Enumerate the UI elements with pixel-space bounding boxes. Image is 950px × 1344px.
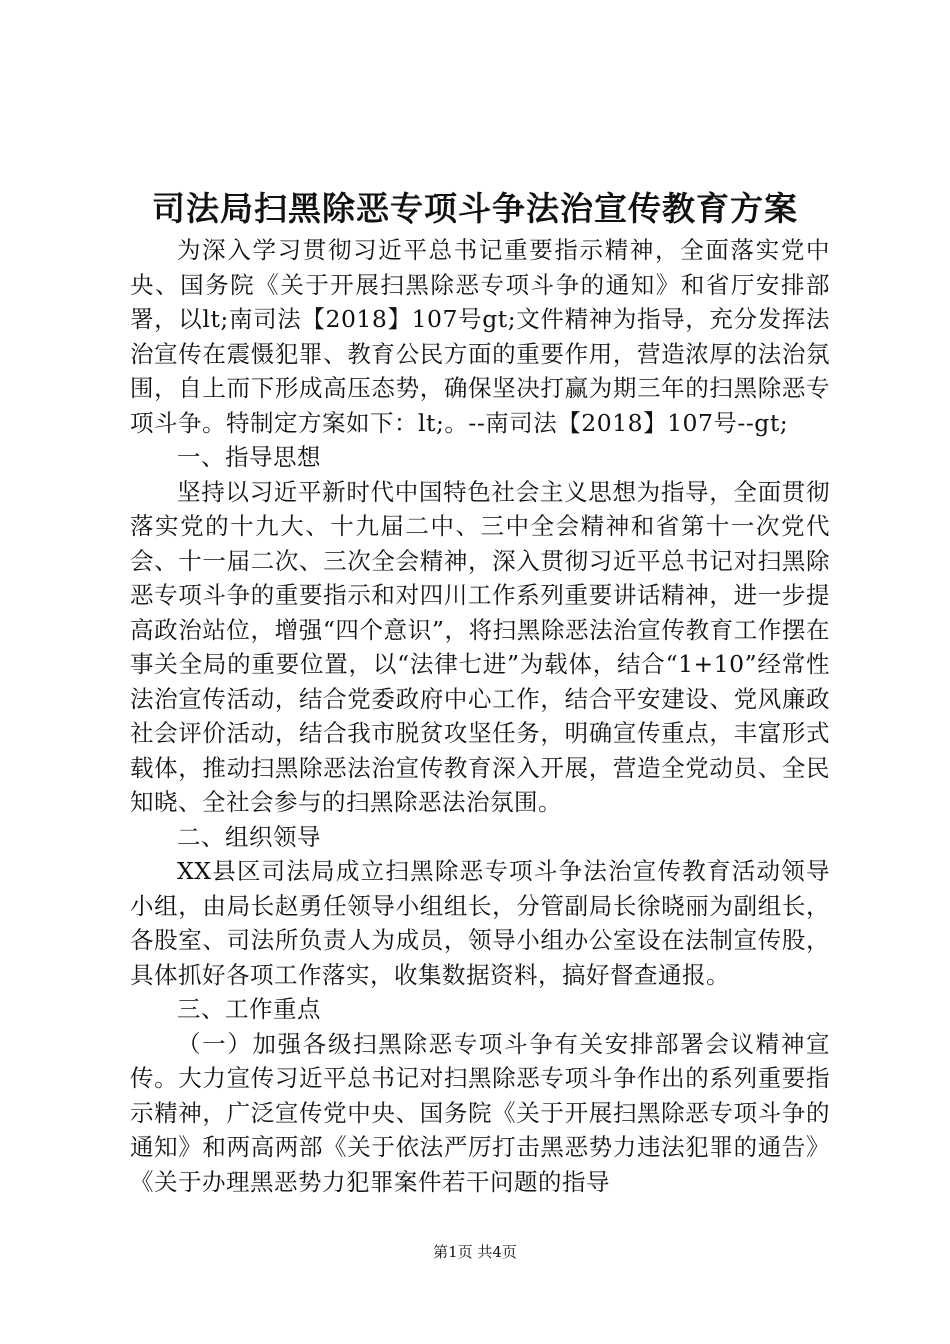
- section-heading-work-focus: 三、工作重点: [177, 995, 321, 1023]
- document-title: 司法局扫黑除恶专项斗争法治宣传教育方案: [152, 189, 798, 228]
- page-number-footer: 第1页 共4页: [433, 1243, 517, 1261]
- section-heading-organization: 二、组织领导: [177, 822, 321, 851]
- section-heading-guiding-ideology: 一、指导思想: [177, 443, 321, 471]
- guiding-ideology-paragraph: 坚持以习近平新时代中国特色社会主义思想为指导，全面贯彻落实党的十九大、十九届二中、三中全会精神和省第十一次党代会、十一届二次、三次全会精神，深入贯彻习近平总书记对扫黑除恶专项斗争的重要指示和对四川工作系列重要讲话精神，进一步提高政治站位，增强“四个意识”，将扫黑除恶法治宣传教育工作摆在事关全局的重要位置，以“法律七进”为载体，结合“1+10”经常性法治宣传活动，结合党委政府中心工作，结合平安建设、党风廉政社会评价活动，结合我市脱贫攻坚任务，明确宣传重点，丰富形式载体，推动扫黑除恶法治宣传教育深入开展，营造全党动员、全民知晓、全社会参与的扫黑除恶法治氛围。: [130, 477, 830, 816]
- organization-paragraph: XX县区司法局成立扫黑除恶专项斗争法治宣传教育活动领导小组，由局长赵勇任领导小组组长，分管副局长徐晓丽为副组长，各股室、司法所负责人为成员，领导小组办公室设在法制宣传股，具体抓好各项工作落实，收集数据资料，搞好督查通报。: [130, 857, 830, 989]
- document-body: [130, 233, 830, 1199]
- work-focus-paragraph: （一）加强各级扫黑除恶专项斗争有关安排部署会议精神宣传。大力宣传习近平总书记对扫黑除恶专项斗争作出的系列重要指示精神，广泛宣传党中央、国务院《关于开展扫黑除恶专项斗争的通知》和两高两部《关于依法严厉打击黑恶势力违法犯罪的通告》《关于办理黑恶势力犯罪案件若干问题的指导: [130, 1029, 830, 1196]
- intro-paragraph: 为深入学习贯彻习近平总书记重要指示精神，全面落实党中央、国务院《关于开展扫黑除恶专项斗争的通知》和省厅安排部署，以lt;南司法【2018】107号gt;文件精神为指导，充分发挥法治宣传在震慑犯罪、教育公民方面的重要作用，营造浓厚的法治氛围，自上而下形成高压态势，确保坚决打赢为期三年的扫黑除恶专项斗争。特制定方案如下：lt;。--南司法【2018】107号--gt;: [130, 236, 830, 437]
